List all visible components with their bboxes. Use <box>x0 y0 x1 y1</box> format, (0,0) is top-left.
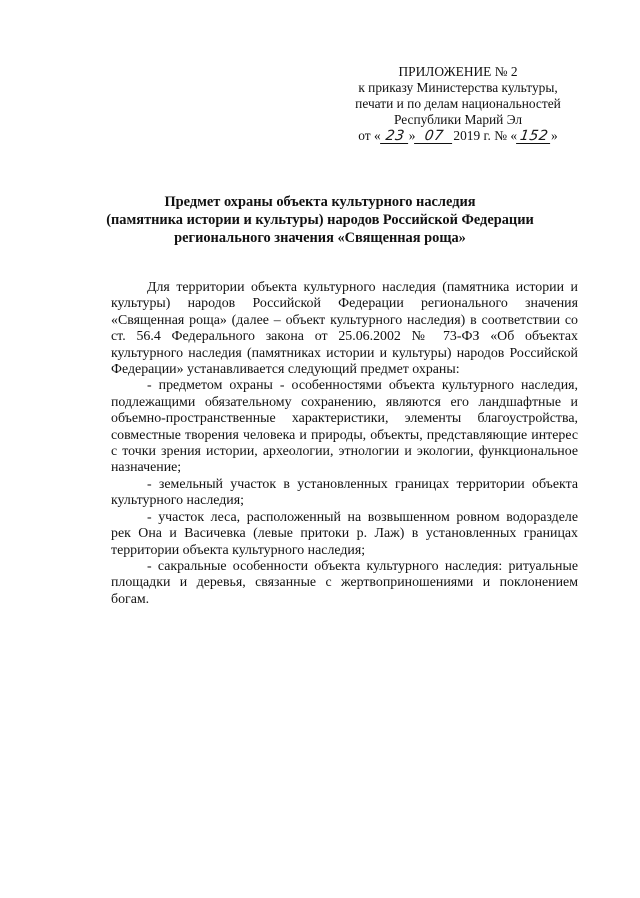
date-suffix: » <box>551 128 558 143</box>
date-prefix: от « <box>358 128 381 143</box>
title-line-1: Предмет охраны объекта культурного наследия <box>164 194 476 210</box>
appendix-line-3: Республики Марий Эл <box>393 112 523 127</box>
title-line-3: регионального значения «Священная роща» <box>174 230 466 246</box>
appendix-date-line <box>330 128 586 144</box>
intro-paragraph: Для территории объекта культурного наследия (памятника истории и культуры) народов Российской Федерации регионального значения «Священная роща» (далее – объект культурного наследия) в соответствии со ст. 56.4 Федерального закона от 25.06.2002 № 73-ФЗ «Об объектах культурного наследия (памятниках истории и культуры) народов Российской Федерации» устанавливается следующий предмет охраны: <box>111 280 578 378</box>
appendix-line-2: печати и по делам национальностей <box>355 96 561 111</box>
list-item-forest-plot: - участок леса, расположенный на возвышенном ровном водоразделе рек Она и Васичевка (левые притоки р. Лаж) в установленных границах территории объекта культурного наследия; <box>111 509 578 558</box>
appendix-block <box>330 64 586 144</box>
date-mid-2: 2019 г. № « <box>453 128 518 143</box>
handwritten-day: 23 <box>380 130 410 144</box>
handwritten-month: 07 <box>414 130 454 144</box>
list-item-sacral-features: - сакральные особенности объекта культурного наследия: ритуальные площадки и деревья, связанные с жертвоприношениями и поклонением богам. <box>111 558 578 607</box>
document-body <box>111 280 578 608</box>
handwritten-order-number: 152 <box>516 130 552 144</box>
date-mid-1: » <box>408 128 416 143</box>
appendix-line-1: к приказу Министерства культуры, <box>358 80 558 95</box>
appendix-title: ПРИЛОЖЕНИЕ № 2 <box>398 64 518 79</box>
document-title <box>80 193 560 247</box>
title-line-2: (памятника истории и культуры) народов Российской Федерации <box>106 212 534 228</box>
list-item-land-plot: - земельный участок в установленных границах территории объекта культурного наследия; <box>111 476 578 509</box>
list-item-subject: - предметом охраны - особенностями объекта культурного наследия, подлежащими обязательному сохранению, являются его ландшафтные и объемно-пространственные характеристики, элементы благоустройства, совместные творения человека и природы, объекты, представляющие интерес с точки зрения истории, археологии, этнологии и экологии, функциональное назначение; <box>111 378 578 476</box>
